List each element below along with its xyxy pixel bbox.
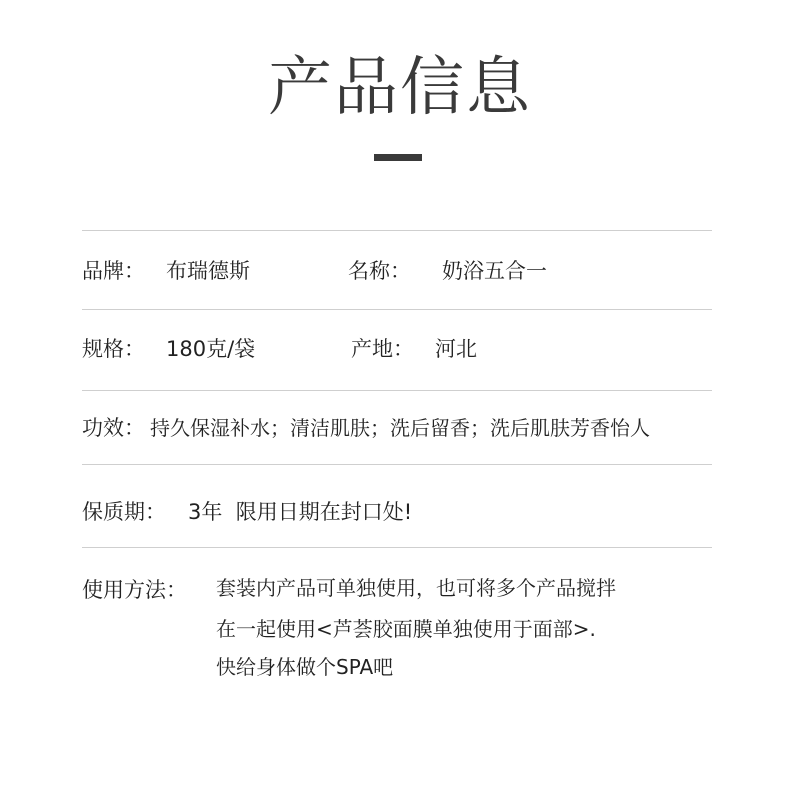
divider — [82, 464, 712, 465]
usage-line-1: 套装内产品可单独使用，也可将多个产品搅拌 — [216, 576, 616, 600]
spec-label: 规格： — [82, 337, 145, 361]
effect-value: 持久保湿补水；清洁肌肤；洗后留香；洗后肌肤芳香怡人 — [150, 416, 650, 440]
divider — [82, 309, 712, 310]
origin-value: 河北 — [435, 337, 477, 361]
origin-label: 产地： — [351, 337, 414, 361]
shelf-life-value: 3年 限用日期在封口处! — [188, 500, 413, 524]
name-value: 奶浴五合一 — [442, 259, 547, 283]
title-underline — [374, 154, 422, 161]
page-title: 产品信息 — [268, 51, 532, 125]
usage-line-2: 在一起使用<芦荟胶面膜单独使用于面部>. — [216, 617, 596, 641]
brand-value: 布瑞德斯 — [166, 259, 250, 283]
divider — [82, 230, 712, 231]
shelf-life-label: 保质期： — [82, 500, 166, 524]
divider — [82, 547, 712, 548]
effect-label: 功效： — [82, 416, 145, 440]
usage-line-3: 快给身体做个SPA吧 — [216, 655, 394, 679]
brand-label: 品牌： — [82, 259, 145, 283]
usage-label: 使用方法： — [82, 578, 187, 602]
name-label: 名称： — [348, 259, 411, 283]
spec-value: 180克/袋 — [166, 337, 256, 361]
divider — [82, 390, 712, 391]
